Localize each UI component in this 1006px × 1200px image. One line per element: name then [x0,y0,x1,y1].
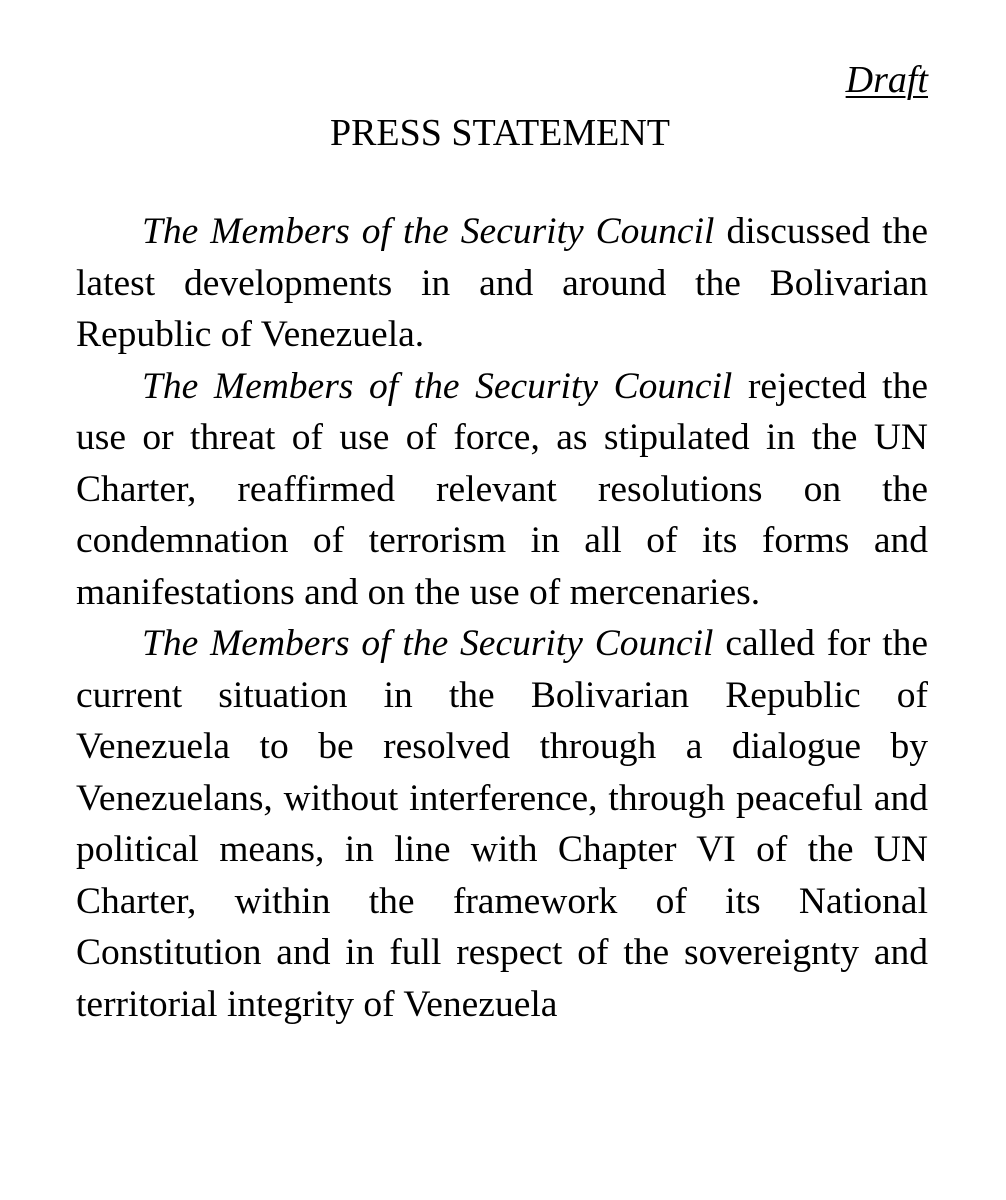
paragraph-2 [76,361,928,619]
draft-label-text: Draft [845,59,928,101]
paragraph-1 [76,206,928,361]
paragraph-2-lead: The Members of the Security Council [142,365,733,407]
document-body [76,206,928,1030]
paragraph-2-text: rejected the use or threat of use of force, as stipulated in the UN Charter, reaffirmed relevant resolutions on the condemnation of terrorism in all of its forms and manifestations and on the use of mercenaries. [76,365,928,613]
paragraph-1-text: discussed the latest developments in and around the Bolivarian Republic of Venezuela. [76,211,928,355]
paragraph-3 [76,618,928,1030]
paragraph-1-lead: The Members of the Security Council [142,211,715,252]
paragraph-3-text: called for the current situation in the Bolivarian Republic of Venezuela to be resolved through a dialogue by Venezuelans, without interference, through peaceful and political means, in line with Chapter VI of the UN Charter, within the framework of its National Constitution and in full respect of the sovereignty and territorial integrity of Venezuela [76,623,929,1025]
document-title: PRESS STATEMENT [329,112,671,154]
document-page [76,54,928,1030]
paragraph-3-lead: The Members of the Security Council [142,623,714,664]
draft-label [76,54,928,106]
